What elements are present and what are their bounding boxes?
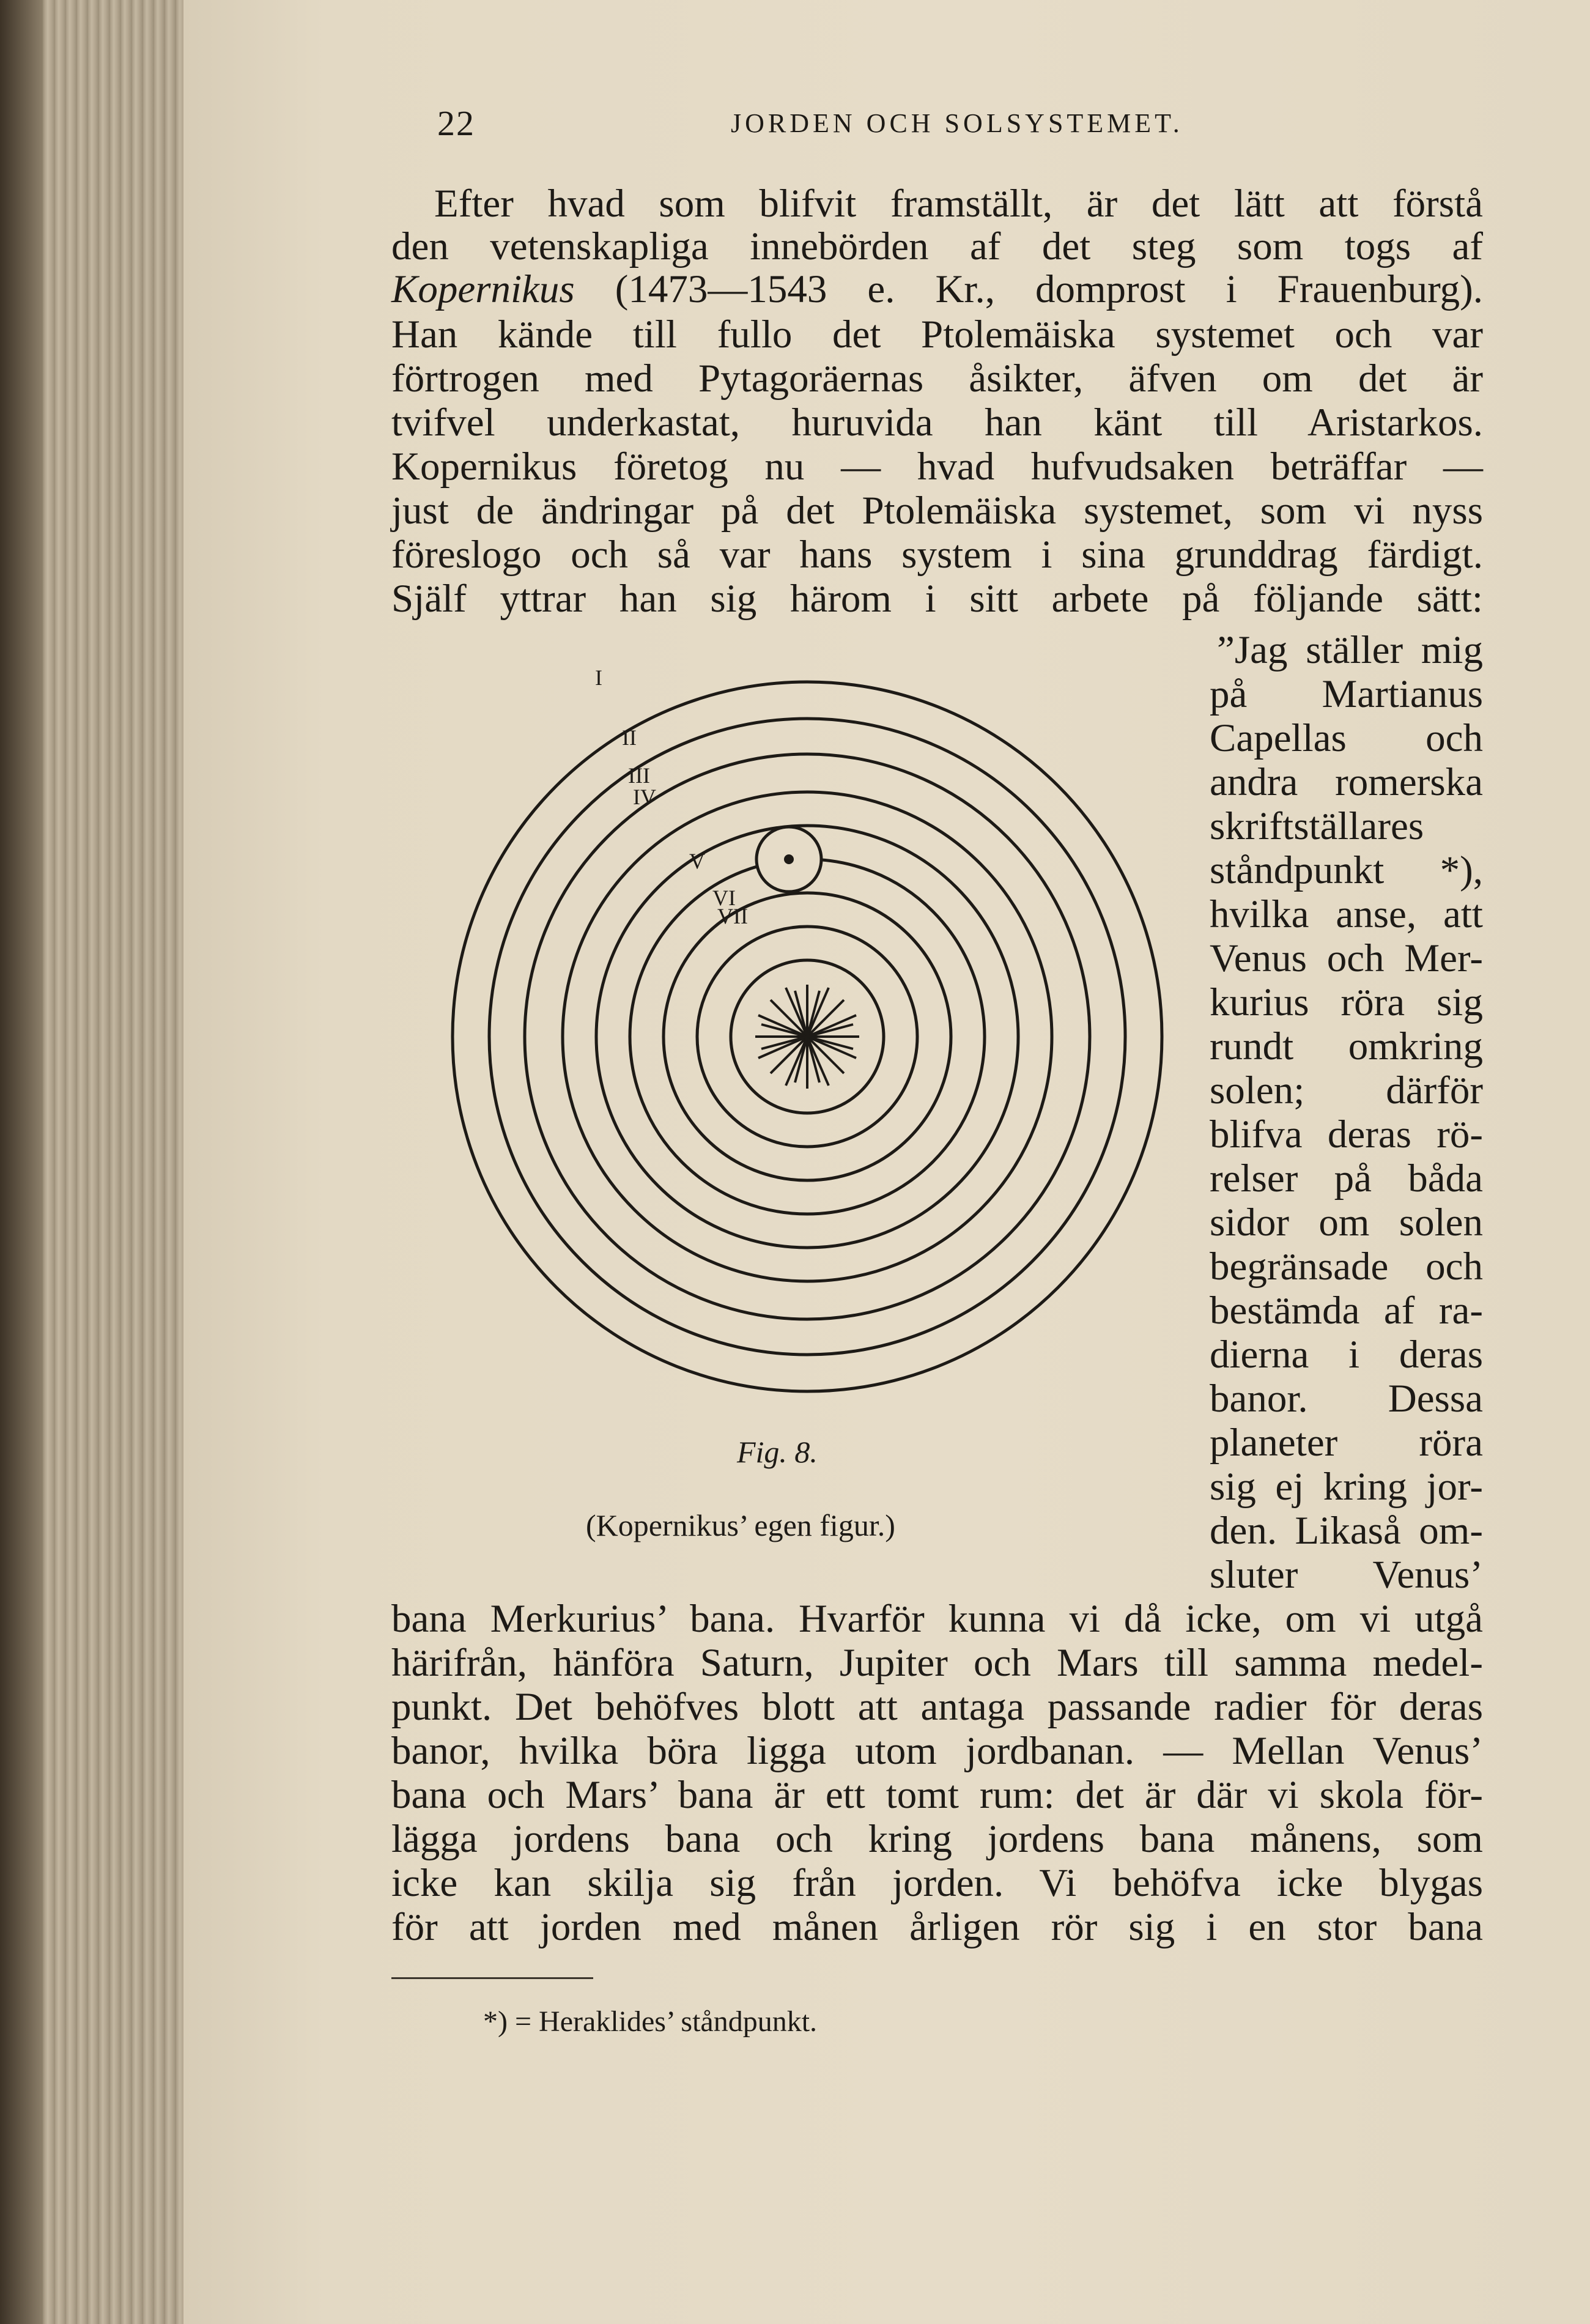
body-line: Själf yttrar han sig härom i sitt arbete på följande sätt: <box>391 577 1483 621</box>
body-line: bana Merkurius’ bana. Hvarför kunna vi då icke, om vi utgå <box>391 1597 1483 1641</box>
orbit-label: V <box>689 849 705 873</box>
copernican-system-figure <box>431 661 1183 1413</box>
orbit-label: III <box>628 763 650 788</box>
side-line: begränsade och <box>1210 1245 1483 1289</box>
side-line: planeter röra <box>1210 1421 1483 1465</box>
footnote: *) = Heraklides’ ståndpunkt. <box>483 2005 818 2038</box>
book-binding-shadow <box>0 0 43 2324</box>
orbits-diagram <box>431 661 1183 1413</box>
side-line: på Martianus <box>1210 672 1483 716</box>
side-line: Capellas och <box>1210 716 1483 760</box>
orbit-label: IV <box>633 785 656 809</box>
running-head <box>437 103 1452 146</box>
side-line: ståndpunkt *), <box>1210 848 1483 892</box>
body-line: den vetenskapliga innebörden af det steg som togs af <box>391 224 1483 268</box>
body-line-text: Kopernikus (1473—1543 e. Kr., domprost i Frauenburg). <box>391 267 1483 311</box>
orbit-labels <box>595 665 748 928</box>
body-line: Kopernikus företog nu — hvad hufvudsaken beträffar — <box>391 445 1483 489</box>
side-line: ”Jag ställer mig <box>1217 628 1483 672</box>
side-line: den. Likaså om- <box>1210 1509 1483 1553</box>
body-line: förtrogen med Pytagoräernas åsikter, äfven om det är <box>391 357 1483 401</box>
earth-dot <box>784 854 794 864</box>
body-line: punkt. Det behöfves blott att antaga passande radier för deras <box>391 1685 1483 1729</box>
side-line: blifva deras rö- <box>1210 1112 1483 1156</box>
body-line: för att jorden med månen årligen rör sig i en stor bana <box>391 1905 1483 1949</box>
footnote-rule <box>391 1977 593 1979</box>
body-line: banor, hvilka böra ligga utom jordbanan. — Mellan Venus’ <box>391 1729 1483 1773</box>
body-line: tvifvel underkastat, huruvida han känt till Aristarkos. <box>391 401 1483 445</box>
sun-icon <box>755 985 859 1089</box>
side-line: banor. Dessa <box>1210 1377 1483 1421</box>
side-line: sluter Venus’ <box>1210 1553 1483 1597</box>
side-line: bestämda af ra- <box>1210 1289 1483 1333</box>
side-line: rundt omkring <box>1210 1024 1483 1068</box>
body-line: föreslogo och så var hans system i sina grunddrag färdigt. <box>391 533 1483 577</box>
side-line: relser på båda <box>1210 1156 1483 1201</box>
side-line: Venus och Mer- <box>1210 936 1483 980</box>
body-line <box>391 268 1483 311</box>
page-number: 22 <box>437 103 475 143</box>
side-line: solen; därför <box>1210 1068 1483 1112</box>
italic-name: Kopernikus <box>391 267 575 311</box>
orbit-label: VII <box>717 904 748 928</box>
body-line: härifrån, hänföra Saturn, Jupiter och Mars till samma medel- <box>391 1641 1483 1685</box>
side-line: kurius röra sig <box>1210 980 1483 1024</box>
running-title: JORDEN OCH SOLSYSTEMET. <box>731 108 1183 138</box>
side-line: skriftställares <box>1210 804 1424 848</box>
body-line: Efter hvad som blifvit framställt, är det lätt att förstå <box>434 182 1483 226</box>
side-line: dierna i deras <box>1210 1333 1483 1377</box>
body-line: just de ändringar på det Ptolemäiska systemet, som vi nyss <box>391 489 1483 533</box>
side-line: hvilka anse, att <box>1210 892 1483 936</box>
figure-caption: Fig. 8. <box>737 1435 818 1469</box>
orbit-label: II <box>622 725 637 750</box>
body-line: lägga jordens bana och kring jordens bana månens, som <box>391 1817 1483 1861</box>
side-line: sig ej kring jor- <box>1210 1465 1483 1509</box>
orbit-label: I <box>595 665 602 690</box>
side-line: sidor om solen <box>1210 1201 1483 1245</box>
side-line: andra romerska <box>1210 760 1483 804</box>
figure-subcaption: (Kopernikus’ egen figur.) <box>586 1508 895 1542</box>
orbit-label: VI <box>712 886 736 910</box>
body-line: icke kan skilja sig från jorden. Vi behöfva icke blygas <box>391 1861 1483 1905</box>
body-line: bana och Mars’ bana är ett tomt rum: det är där vi skola för- <box>391 1773 1483 1817</box>
body-line: Han kände till fullo det Ptolemäiska systemet och var <box>391 313 1483 357</box>
moon-epicycle <box>756 827 821 892</box>
